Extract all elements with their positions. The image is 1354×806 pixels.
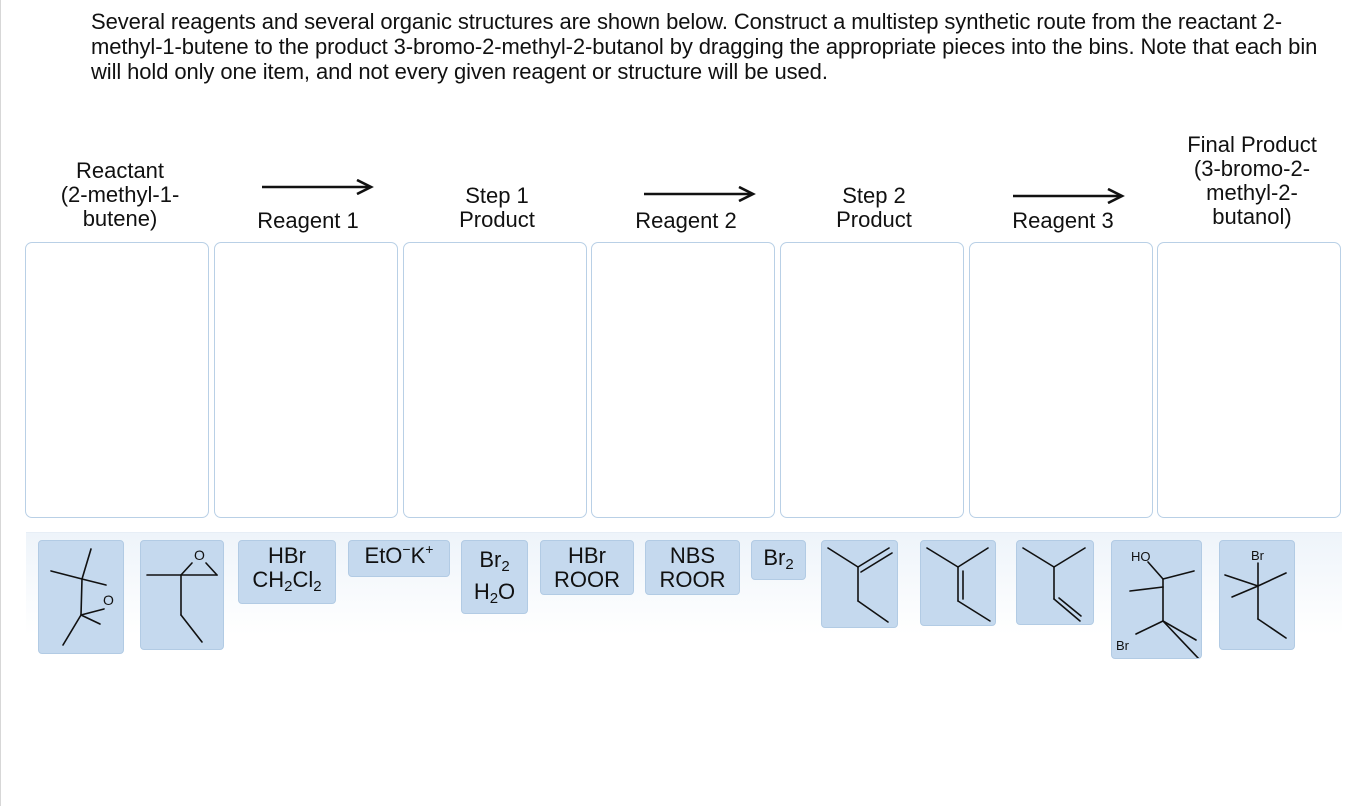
structure-3-methyl-1-butene-tile[interactable]	[1016, 540, 1094, 625]
header-reactant	[27, 159, 213, 231]
header-step-1-line2: Product	[459, 207, 535, 232]
2-methyl-2-butene-structure	[921, 541, 995, 625]
reagent-text: HBr	[568, 543, 606, 568]
oxygen-label: O	[103, 592, 114, 608]
bromohydrin-structure	[1112, 541, 1201, 658]
bin-reagent-2[interactable]	[591, 242, 775, 518]
trimethyl-epoxide-structure	[39, 541, 123, 653]
reagent-text: $Br_2$	[763, 545, 794, 573]
reagent-text: ROOR	[659, 567, 726, 592]
reagent-text: EtO−K+	[364, 541, 434, 568]
header-reagent-1: Reagent 1	[257, 208, 359, 233]
header-reactant-line2: (2-methyl-1-	[60, 182, 180, 207]
reagent-text: HBr	[268, 543, 306, 568]
reagent-nbs-roor-tile[interactable]	[645, 540, 740, 595]
ethyl-methyl-epoxide-structure	[141, 541, 223, 649]
structure-ethyl-methyl-epoxide-tile[interactable]	[140, 540, 224, 650]
header-reactant-line3: butene)	[82, 206, 158, 231]
header-final-line2: (3-bromo-2-	[1193, 156, 1311, 181]
left-border	[0, 0, 1, 806]
bromine-label: Br	[1251, 548, 1264, 563]
bin-reagent-3[interactable]	[969, 242, 1153, 518]
header-step-2	[781, 184, 967, 232]
bin-step-1-product[interactable]	[403, 242, 587, 518]
arrow-icon	[1013, 188, 1125, 204]
bin-step-2-product[interactable]	[780, 242, 964, 518]
hydroxyl-label: HO	[1131, 549, 1151, 564]
tert-bromide-structure	[1220, 541, 1294, 649]
structure-bromohydrin-tile[interactable]	[1111, 540, 1202, 659]
3-methyl-1-butene-structure	[1017, 541, 1093, 624]
reagent-text: $Br_2$	[479, 547, 510, 575]
header-step-1	[404, 184, 590, 232]
reagent-hbr-ch2cl2-tile[interactable]	[238, 540, 336, 604]
bin-final-product[interactable]	[1157, 242, 1341, 518]
reagent-br2-h2o-tile[interactable]	[461, 540, 528, 614]
arrow-icon	[262, 179, 374, 195]
header-final-product	[1159, 133, 1345, 229]
reagent-text: ROOR	[554, 567, 620, 592]
arrow-icon	[644, 186, 756, 202]
reagent-hbr-roor-tile[interactable]	[540, 540, 634, 595]
header-reagent-3: Reagent 3	[1012, 208, 1114, 233]
header-step-2-line1: Step 2	[842, 183, 906, 208]
header-final-line1: Final Product	[1187, 132, 1317, 157]
reagent-text: $CH_2Cl_2$	[252, 567, 322, 595]
header-final-line4: butanol)	[1212, 204, 1292, 229]
bromine-label: Br	[1116, 638, 1129, 653]
oxygen-label: O	[194, 547, 205, 563]
bin-reagent-1[interactable]	[214, 242, 398, 518]
reagent-br2-tile[interactable]	[751, 540, 806, 580]
structure-tert-bromide-tile[interactable]	[1219, 540, 1295, 650]
header-step-2-line2: Product	[836, 207, 912, 232]
reagent-etok-tile[interactable]	[348, 540, 450, 577]
instructions-text: Several reagents and several organic structures are shown below. Construct a multistep synthetic route from the reactant 2-methyl-1-butene to the product 3-bromo-2-methyl-2-butanol by dragging the appropriate pieces into the bins. Note that each bin will hold only one item, and not every given reagent or structure will be used.	[91, 9, 1318, 84]
header-final-line3: methyl-2-	[1206, 180, 1298, 205]
reagent-text: NBS	[669, 543, 716, 568]
structure-trimethyl-epoxide-tile[interactable]	[38, 540, 124, 654]
structure-2-methyl-2-butene-tile[interactable]	[920, 540, 996, 626]
2-methyl-1-butene-structure	[822, 541, 897, 627]
structure-2-methyl-1-butene-tile[interactable]	[821, 540, 898, 628]
header-reagent-2: Reagent 2	[635, 208, 737, 233]
bin-reactant[interactable]	[25, 242, 209, 518]
reagent-text: $H_2O$	[473, 579, 516, 607]
header-step-1-line1: Step 1	[465, 183, 529, 208]
header-reactant-line1: Reactant	[75, 158, 165, 183]
